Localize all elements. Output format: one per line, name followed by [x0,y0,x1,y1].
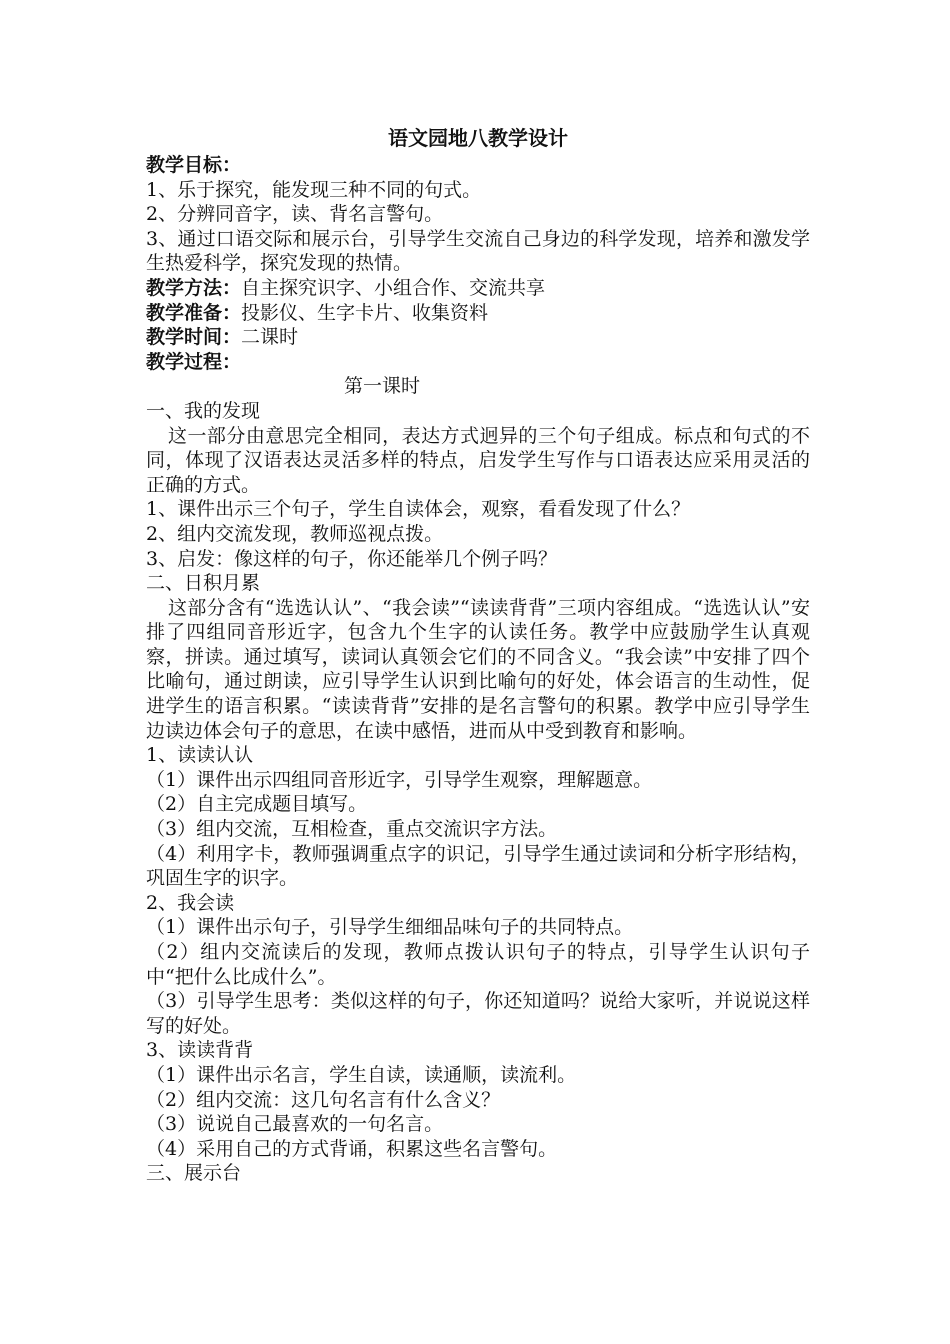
step-item: 1、课件出示三个句子，学生自读体会，观察，看看发现了什么？ [146,498,691,521]
time-line [146,325,810,350]
subsection-heading: 3、读读背背 [146,1039,254,1062]
list-item: （4）采用自己的方式背诵，积累这些名言警句。 [146,1137,558,1160]
step-item: 2、组内交流发现，教师巡视点拨。 [146,522,444,545]
list-item: （2）组内交流读后的发现，教师点拨认识句子的特点，引导学生认识句子中“把什么比成什么”。 [146,941,810,988]
prep-value: 投影仪、生字卡片、收集资料 [241,301,489,324]
section-heading: 一、我的发现 [146,399,261,422]
goals-heading [146,153,810,178]
document-title: 语文园地八教学设计 [388,126,568,150]
step-item: 3、启发：像这样的句子，你还能举几个例子吗？ [146,547,558,570]
prep-label: 教学准备： [146,301,242,324]
section-intro: 这部分含有“选选认认”、“我会读”“读读背背”三项内容组成。“选选认认”安排了四组同音形近字，包含九个生字的认读任务。教学中应鼓励学生认真观察，拼读。通过填写，读词认真领会它们的不同含义。“我会读”中安排了四个比喻句，通过朗读，应引导学生认识到比喻句的好处，体会语言的生动性，促进学生的语言积累。“读读背背”安排的是名言警句的积累。教学中应引导学生边读边体会句子的意思，在读中感悟，进而从中受到教育和影响。 [146,596,810,742]
list-item: （4）利用字卡，教师强调重点字的识记，引导学生通过读词和分析字形结构，巩固生字的识字。 [146,842,810,890]
document-page [146,124,810,1186]
list-item: （1）课件出示四组同音形近字，引导学生观察，理解题意。 [146,768,653,791]
goal-item: 2、分辨同音字，读、背名言警句。 [146,203,444,226]
subsection-heading: 1、读读认认 [146,744,254,767]
goal-item: 1、乐于探究，能发现三种不同的句式。 [146,178,482,201]
list-item: （1）课件出示句子，引导学生细细品味句子的共同特点。 [146,916,634,939]
method-label: 教学方法： [146,276,242,299]
list-item: （3）组内交流，互相检查，重点交流识字方法。 [146,818,558,841]
process-heading [146,350,810,375]
list-item: （1）课件出示名言，学生自读，读通顺，读流利。 [146,1063,577,1086]
lesson-heading: 第一课时 [344,375,421,398]
list-item: （2）组内交流：这几句名言有什么含义？ [146,1088,501,1111]
time-label: 教学时间： [146,326,242,349]
method-line [146,276,810,301]
list-item: （2）自主完成题目填写。 [146,793,368,816]
goals-label: 教学目标： [146,154,242,176]
list-item: （3）说说自己最喜欢的一句名言。 [146,1113,444,1136]
section-intro: 这一部分由意思完全相同，表达方式迥异的三个句子组成。标点和句式的不同，体现了汉语表达灵活多样的特点，启发学生写作与口语表达应采用灵活的正确的方式。 [146,424,810,496]
process-label: 教学过程： [146,350,242,373]
goal-item: 3、通过口语交际和展示台，引导学生交流自己身边的科学发现，培养和激发学生热爱科学，探究发现的热情。 [146,227,810,275]
subsection-heading: 2、我会读 [146,891,235,914]
section-heading: 二、日积月累 [146,572,261,595]
list-item: （3）引导学生思考：类似这样的句子，你还知道吗？说给大家听，并说说这样写的好处。 [146,990,810,1037]
method-value: 自主探究识字、小组合作、交流共享 [241,276,546,299]
time-value: 二课时 [241,326,299,349]
section-heading: 三、展示台 [146,1162,242,1185]
prep-line [146,301,810,326]
